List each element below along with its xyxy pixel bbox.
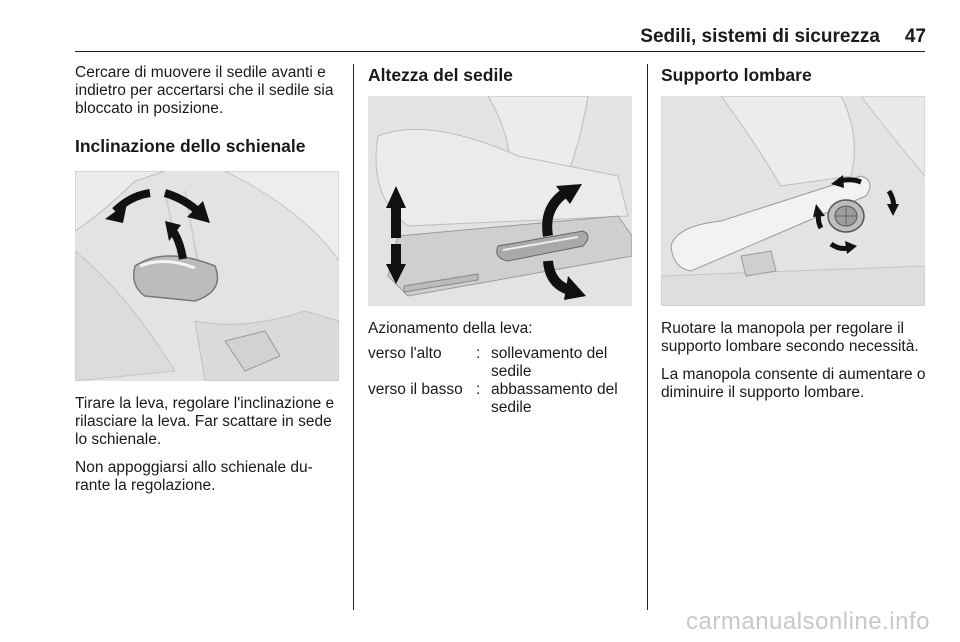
intro-paragraph: Cercare di muovere il sedile avanti e indietro per accertarsi che il sedile sia bloccato in posizione. <box>75 64 334 117</box>
definition-row <box>368 381 633 417</box>
watermark: carmanualsonline.info <box>686 608 930 635</box>
lever-definitions <box>368 345 633 417</box>
definition-row <box>368 345 633 381</box>
backrest-illustration <box>75 171 339 381</box>
header-rule <box>75 51 925 52</box>
lumbar-illustration <box>661 96 925 306</box>
column-backrest <box>75 64 340 495</box>
column-divider-left <box>353 64 354 610</box>
backrest-heading: Inclinazione dello schienale <box>75 136 306 156</box>
section-title: Sedili, sistemi di sicurezza <box>640 26 880 47</box>
seat-height-heading: Altezza del sedile <box>368 65 513 85</box>
definition-description: abbassamento del sedile <box>491 381 618 416</box>
column-seat-height <box>368 64 633 417</box>
seat-height-caption: Azionamento della leva: <box>368 320 533 337</box>
lumbar-note: La manopola consente di aumentare o diminuire il supporto lombare. <box>661 366 926 401</box>
definition-description: sollevamento del sedile <box>491 345 608 380</box>
column-divider-right <box>647 64 648 610</box>
lumbar-heading: Supporto lombare <box>661 65 812 85</box>
definition-term: verso il basso <box>368 381 463 398</box>
backrest-instruction: Tirare la leva, regolare l'inclinazione e rilasciare la leva. Far scattare in sede lo schienale. <box>75 395 335 448</box>
definition-separator: : <box>476 381 481 398</box>
seat-height-illustration <box>368 96 632 306</box>
lumbar-instruction: Ruotare la manopola per regolare il supporto lombare secondo necessità. <box>661 320 919 355</box>
definition-separator: : <box>476 345 481 362</box>
backrest-note: Non appoggiarsi allo schienale du- rante la regolazione. <box>75 459 313 494</box>
column-lumbar-support <box>661 64 926 402</box>
page-number: 47 <box>904 26 926 47</box>
definition-term: verso l'alto <box>368 345 442 362</box>
